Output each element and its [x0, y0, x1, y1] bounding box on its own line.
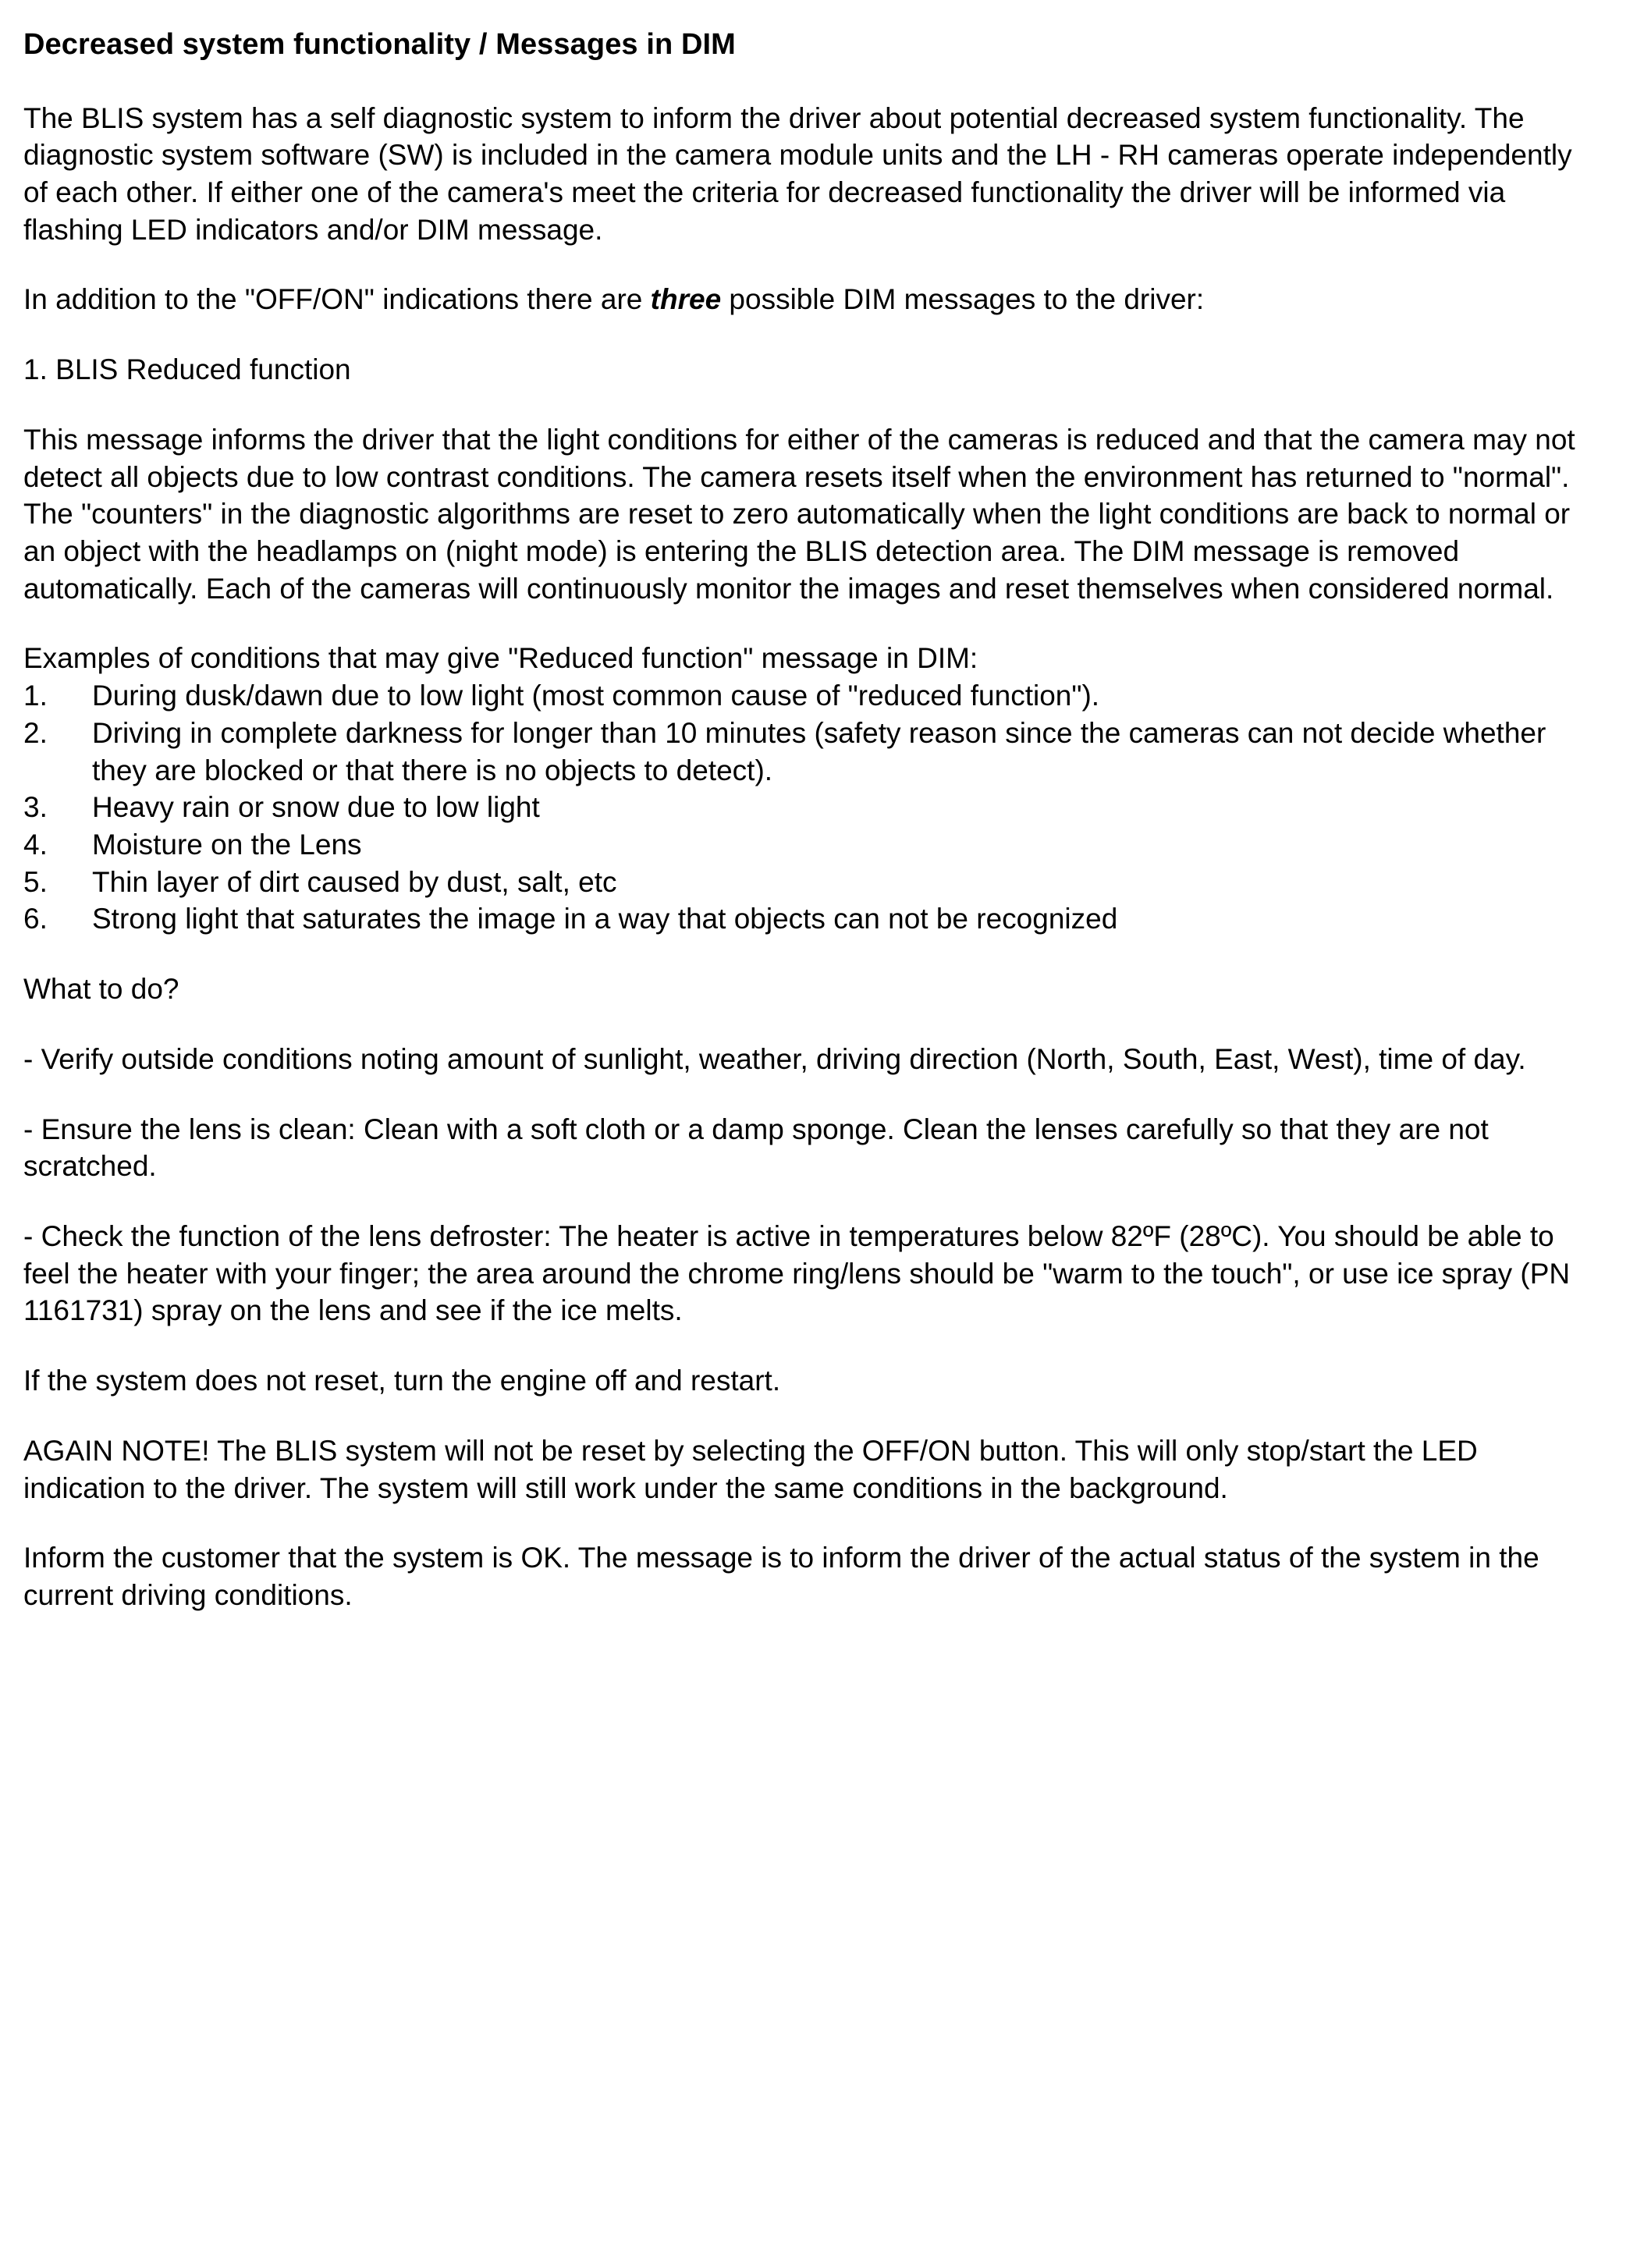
paragraph-inform-customer: Inform the customer that the system is OK. The message is to inform the driver of the actual status of the system in the current driving conditions. [23, 1542, 1539, 1612]
list-item [23, 900, 1597, 938]
list-item-number: 1. [23, 680, 48, 712]
paragraph-intro: The BLIS system has a self diagnostic system to inform the driver about potential decreased system functionality. The diagnostic system software (SW) is included in the camera module units and the LH - RH cameras operate independently of each other. If either one of the camera's meet the criteria for decreased functionality the driver will be informed via flashing LED indicators and/or DIM message. [23, 101, 1572, 246]
list-item-text: During dusk/dawn due to low light (most common cause of "reduced function"). [92, 680, 1100, 712]
bullet-clean-lens: - Ensure the lens is clean: Clean with a soft cloth or a damp sponge. Clean the lenses carefully so that they are not scratched. [23, 1113, 1489, 1183]
list-item [23, 677, 1597, 715]
paragraph-restart-note: If the system does not reset, turn the engine off and restart. [23, 1365, 781, 1397]
bullet-check-defroster: - Check the function of the lens defroster: The heater is active in temperatures below 82ºF (28ºC). You should be able to feel the heater with your finger; the area around the chrome ring/lens should be "warm to the touch", or use ice spray (PN 1161731) spray on the lens and see if the ice melts. [23, 1220, 1571, 1327]
list-item-text: Thin layer of dirt caused by dust, salt, etc [92, 865, 617, 898]
dim-intro-prefix: In addition to the "OFF/ON" indications there are [23, 283, 651, 316]
paragraph-reduced-function-detail: This message informs the driver that the light conditions for either of the cameras is reduced and that the camera may not detect all objects due to low contrast conditions. The camera resets itself when the environment has returned to "normal". The "counters" in the diagnostic algorithms are reset to zero automatically when the light conditions are back to normal or an object with the headlamps on (night mode) is entering the BLIS detection area. The DIM message is removed automatically. Each of the cameras will continuously monitor the images and reset themselves when considered normal. [23, 423, 1575, 605]
heading-blis-reduced-function: 1. BLIS Reduced function [23, 353, 351, 386]
page-title: Decreased system functionality / Messages in DIM [23, 28, 736, 61]
list-item-number: 5. [23, 865, 48, 898]
list-item [23, 789, 1597, 826]
list-item-text: Heavy rain or snow due to low light [92, 791, 540, 824]
paragraph-again-note: AGAIN NOTE! The BLIS system will not be reset by selecting the OFF/ON button. This will only stop/start the LED indication to the driver. The system will still work under the same conditions in the background. [23, 1434, 1478, 1504]
dim-intro-emphasis: three [650, 283, 722, 316]
list-item-number: 2. [23, 716, 48, 749]
list-item-number: 3. [23, 791, 48, 824]
bullet-verify-conditions: - Verify outside conditions noting amount of sunlight, weather, driving direction (North, South, East, West), time of day. [23, 1042, 1526, 1075]
list-item-number: 6. [23, 903, 48, 935]
list-item [23, 864, 1597, 901]
list-item [23, 715, 1597, 789]
list-item-text: Strong light that saturates the image in a way that objects can not be recognized [92, 903, 1118, 935]
list-item [23, 826, 1597, 864]
examples-lead-in: Examples of conditions that may give "Reduced function" message in DIM: [23, 642, 978, 675]
dim-intro-suffix: possible DIM messages to the driver: [721, 283, 1205, 316]
paragraph-dim-messages-intro [23, 281, 1597, 318]
list-item-text: Driving in complete darkness for longer than 10 minutes (safety reason since the cameras can not decide whether they are blocked or that there is no objects to detect). [92, 716, 1546, 786]
list-item-number: 4. [23, 829, 48, 861]
heading-what-to-do: What to do? [23, 973, 179, 1006]
examples-list [23, 677, 1597, 938]
list-item-text: Moisture on the Lens [92, 829, 362, 861]
